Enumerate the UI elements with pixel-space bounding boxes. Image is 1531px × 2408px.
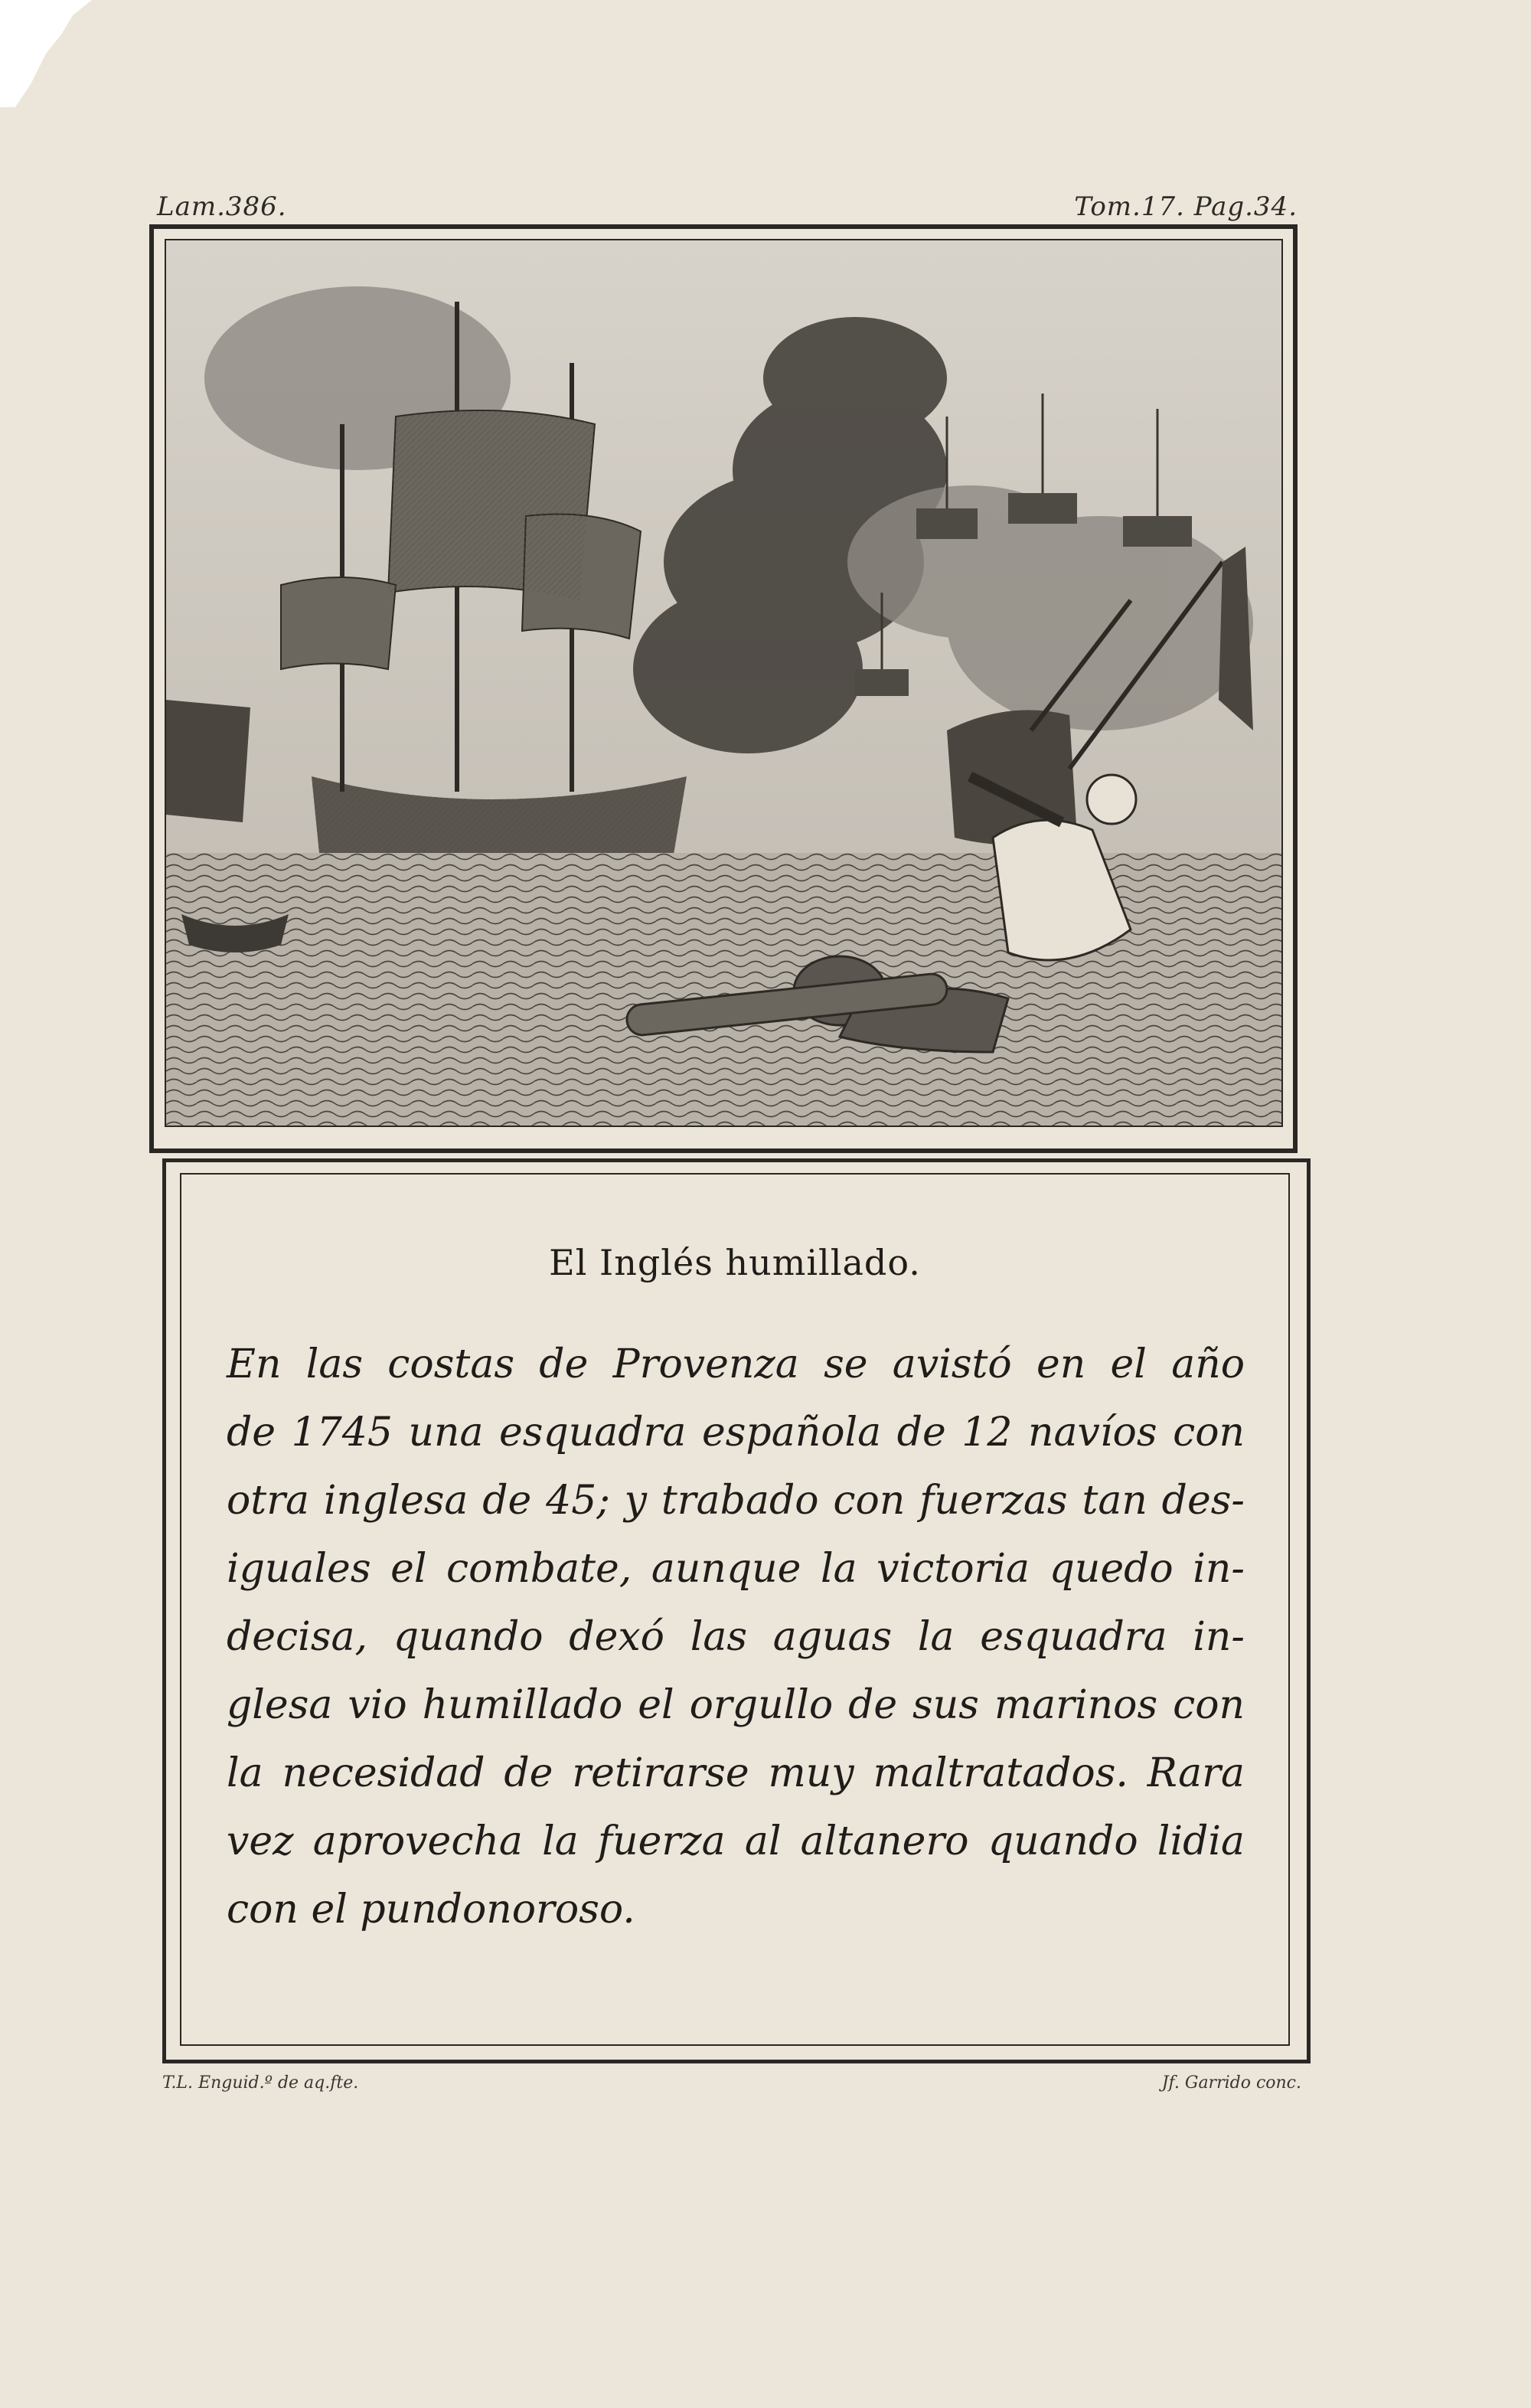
caption-line: la necesidad de retirarse muy maltratados. Rara <box>227 1750 1245 1796</box>
volume-page: Tom.17. Pag.34. <box>1074 191 1298 222</box>
plate-number: Lam.386. <box>157 191 287 222</box>
caption-text <box>227 1331 1245 1944</box>
torn-corner-icon <box>0 0 92 107</box>
caption-line: decisa, quando dexó las aguas la esquadra in- <box>227 1614 1245 1660</box>
designer-credit: T.L. Enguid.º de aq.fte. <box>162 2073 359 2093</box>
caption-line: iguales el combate, aunque la victoria quedo in- <box>227 1546 1245 1592</box>
caption-line: de 1745 una esquadra española de 12 navíos con <box>227 1410 1245 1456</box>
engraving-illustration <box>165 239 1283 1127</box>
caption-line: otra inglesa de 45; y trabado con fuerzas tan des- <box>227 1478 1245 1524</box>
caption-line: vez aprovecha la fuerza al altanero quando lidia <box>227 1818 1245 1864</box>
engraver-credit: Jf. Garrido conc. <box>1161 2073 1301 2093</box>
caption-line: En las costas de Provenza se avistó en el año <box>227 1341 1245 1387</box>
plate-title: El Inglés humillado. <box>549 1242 921 1283</box>
caption-line: glesa vio humillado el orgullo de sus marinos con <box>227 1682 1245 1728</box>
caption-line: con el pundonoroso. <box>227 1887 635 1933</box>
naval-battle-engraving-icon <box>166 240 1281 1126</box>
